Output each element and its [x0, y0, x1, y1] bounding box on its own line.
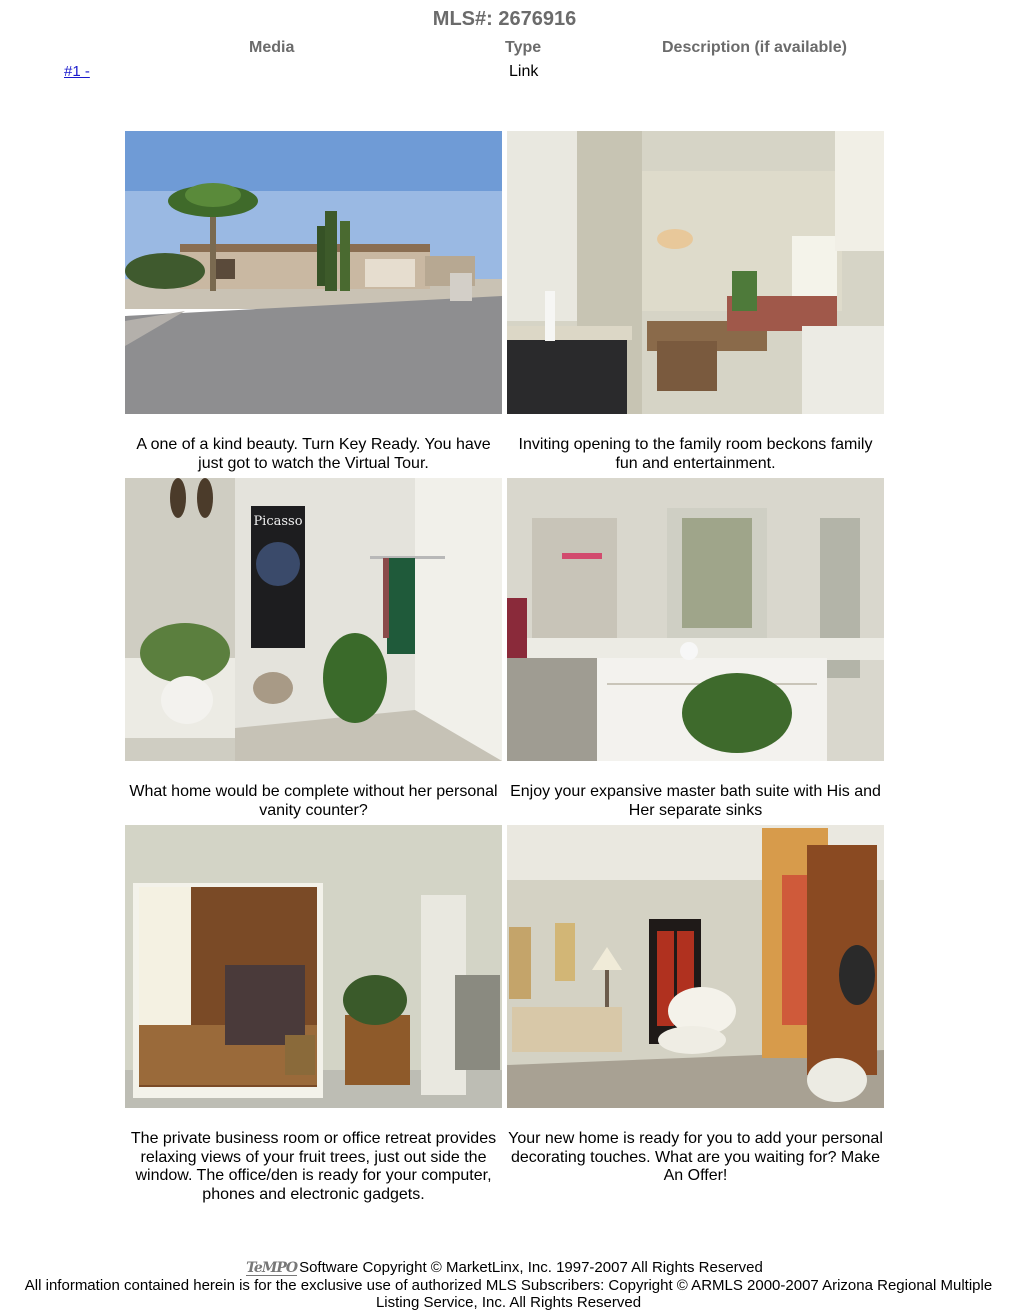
photo-caption-4: Enjoy your expansive master bath suite with His and Her separate sinks [510, 783, 881, 819]
media-column-header: Media [249, 39, 295, 56]
photo-family-room [507, 131, 884, 414]
media-type-1: Link [509, 63, 539, 80]
mls-title: MLS#: 2676916 [432, 8, 577, 30]
photo-living-room [507, 825, 884, 1108]
media-link-1[interactable]: #1 - [64, 63, 90, 80]
photo-caption-1: A one of a kind beauty. Turn Key Ready. You have just got to watch the Virtual Tour. [136, 436, 491, 472]
software-copyright: Software Copyright © MarketLinx, Inc. 1997-2007 All Rights Reserved [299, 1259, 763, 1276]
type-column-header: Type [505, 39, 542, 56]
photo-caption-2: Inviting opening to the family room beckons family fun and entertainment. [518, 436, 873, 472]
photo-master-bath [507, 478, 884, 761]
photo-office [125, 825, 502, 1108]
photo-caption-5: The private business room or office retreat provides relaxing views of your fruit trees, just out side the window. The office/den is ready for your computer, phones and electronic gadgets. [130, 1130, 497, 1203]
tempo-logo: TeMPO [246, 1260, 298, 1276]
footer-disclaimer: All information contained herein is for the exclusive use of authorized MLS Subscribers: Copyright © ARMLS 2000-2007 Arizona Regional Multiple Listing Service, Inc. All Rights Reserved [24, 1277, 993, 1311]
description-column-header: Description (if available) [662, 39, 847, 56]
photo-vanity [125, 478, 502, 761]
photo-exterior [125, 131, 502, 414]
poster-title: Picasso [253, 514, 303, 529]
footer-copyright [0, 1259, 1009, 1276]
photo-caption-6: Your new home is ready for you to add your personal decorating touches. What are you waiting for? Make An Offer! [508, 1130, 883, 1184]
photo-caption-3: What home would be complete without her personal vanity counter? [129, 783, 498, 819]
